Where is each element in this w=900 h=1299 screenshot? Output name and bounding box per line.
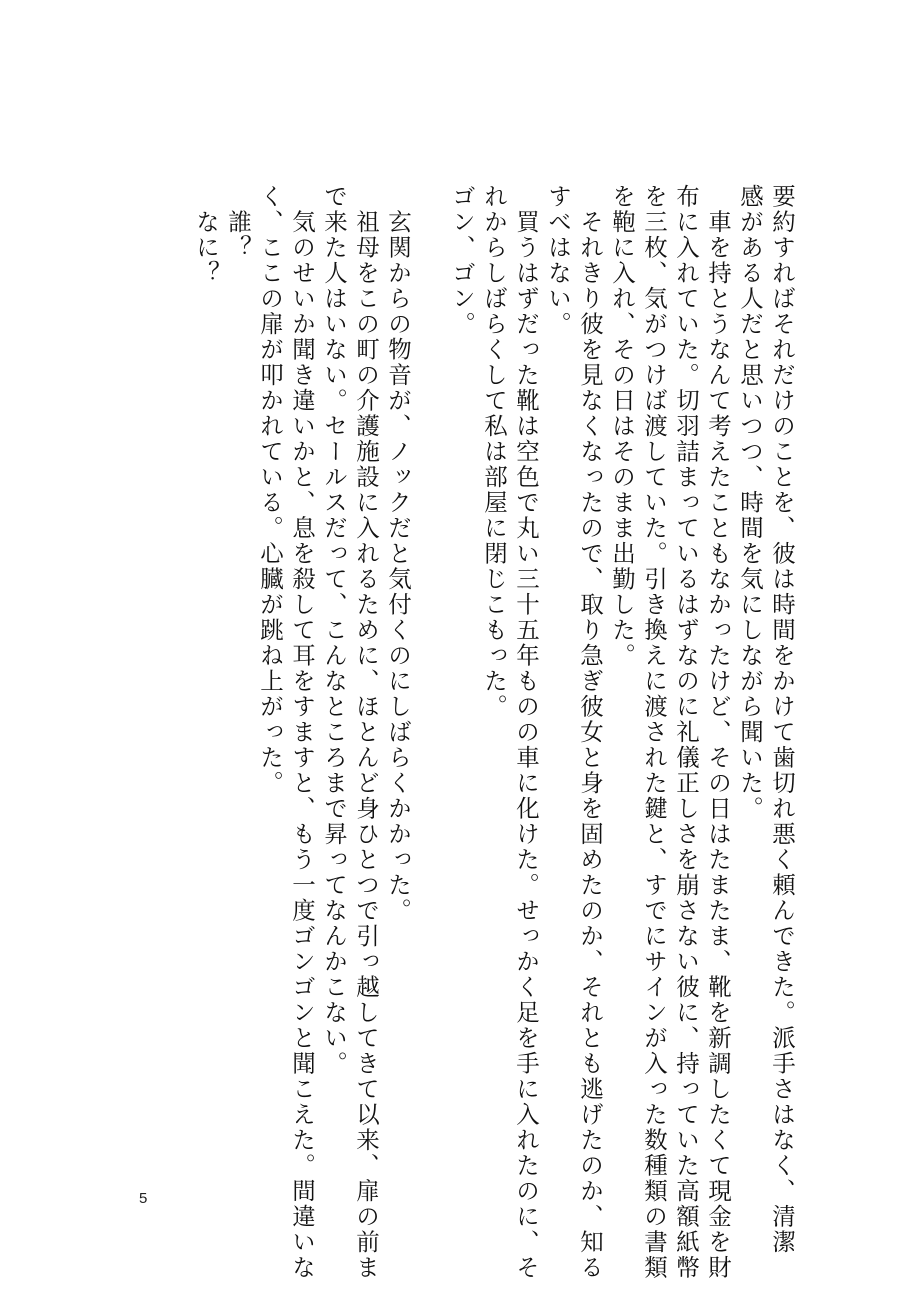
text-line-5: を三枚、気がつけば渡していた。引き換えに渡された鍵と、すでにサインが入った数種類の書類: [640, 184, 668, 1281]
text-line-16: く、ここの扉が叩かれている。心臓が跳ね上がった。: [256, 184, 284, 796]
text-line-4: 布に入れていた。切羽詰まっているはずなのに礼儀正しさを崩さない彼に、持っていた高額紙幣: [672, 184, 700, 1281]
vertical-text-body: [118, 184, 798, 1281]
text-line-18: なに？: [192, 184, 220, 286]
text-line-14: で来た人はいない。セールスだって、こんなところまで昇ってなんかこない。: [320, 184, 348, 1077]
text-line-12: 玄関からの物音が、ノックだと気付くのにしばらくかかった。: [384, 184, 412, 924]
text-line-3: 車を持とうなんて考えたこともなかったけど、その日はたまたま、靴を新調したくて現金を財: [704, 184, 732, 1281]
text-line-1: 要約すればそれだけのことを、彼は時間をかけて歯切れ悪く頼んできた。派手さはなく、清潔: [768, 184, 796, 1255]
text-line-17: 誰？: [224, 184, 252, 261]
text-line-8: すべはない。: [544, 184, 572, 337]
text-line-13: 祖母をこの町の介護施設に入れるために、ほとんど身ひとつで引っ越してきて以来、扉の前ま: [352, 184, 380, 1281]
page-number: 5: [139, 1190, 148, 1207]
text-line-15: 気のせいか聞き違いかと、息を殺して耳をすますと、もう一度ゴンゴンと聞こえた。間違いな: [288, 184, 316, 1281]
text-line-9: 買うはずだった靴は空色で丸い三十五年ものの車に化けた。せっかく足を手に入れたのに、そ: [512, 184, 540, 1281]
text-line-2: 感がある人だと思いつつ、時間を気にしながら聞いた。: [736, 184, 764, 822]
text-line-11: ゴン、ゴン。: [448, 184, 476, 337]
text-line-7: それきり彼を見なくなったので、取り急ぎ彼女と身を固めたのか、それとも逃げたのか、知る: [576, 184, 604, 1281]
text-line-10: れからしばらくして私は部屋に閉じこもった。: [480, 184, 508, 720]
text-line-6: を鞄に入れ、その日はそのまま出勤した。: [608, 184, 636, 669]
